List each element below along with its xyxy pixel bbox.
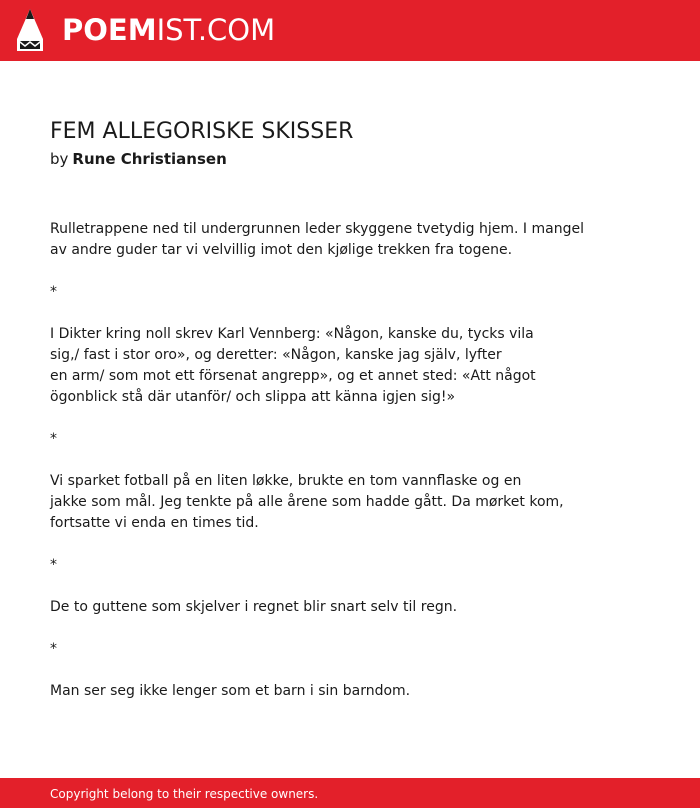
poem-line: ögonblick stå där utanför/ och slippa att känna igjen sig!» [50, 389, 456, 405]
stanza [50, 471, 610, 534]
stanza [50, 597, 610, 618]
site-footer [0, 778, 700, 808]
stanza-separator [50, 282, 610, 303]
poem-line: sig,/ fast i stor oro», og deretter: «Någon, kanske jag själv, lyfter [50, 347, 502, 363]
brand-light: IST.COM [156, 13, 276, 47]
poem-line: Vi sparket fotball på en liten løkke, brukte en tom vannflaske og en [50, 473, 522, 489]
stanza-separator [50, 555, 610, 576]
by-label: by [50, 150, 69, 168]
poem-line: av andre guder tar vi velvillig imot den kjølige trekken fra togene. [50, 242, 513, 258]
author-link[interactable]: Rune Christiansen [72, 150, 227, 168]
poem-title: FEM ALLEGORISKE SKISSER [50, 119, 354, 144]
site-header [0, 0, 700, 61]
poem-line: jakke som mål. Jeg tenkte på alle årene som hadde gått. Da mørket kom, [50, 494, 564, 510]
byline [50, 149, 227, 169]
stanza-separator [50, 639, 610, 660]
poem-line: Rulletrappene ned til undergrunnen leder skyggene tvetydig hjem. I mangel [50, 221, 584, 237]
stanza [50, 324, 610, 408]
poem-line: fortsatte vi enda en times tid. [50, 515, 259, 531]
poem-line: Man ser seg ikke lenger som et barn i sin barndom. [50, 683, 411, 699]
poem-line: I Dikter kring noll skrev Karl Vennberg: «Någon, kanske du, tycks vila [50, 326, 534, 342]
site-logo[interactable] [62, 13, 275, 47]
poem-line: en arm/ som mot ett försenat angrepp», og et annet sted: «Att något [50, 368, 536, 384]
poem-line: * [50, 284, 57, 300]
brand-bold: POEM [62, 13, 157, 47]
poem-body [50, 219, 610, 723]
stanza [50, 681, 610, 702]
copyright-text: Copyright belong to their respective owners. [50, 787, 319, 801]
poem-line: * [50, 641, 57, 657]
poem-line: De to guttene som skjelver i regnet blir snart selv til regn. [50, 599, 458, 615]
stanza [50, 219, 610, 261]
poem-line: * [50, 557, 57, 573]
stanza-separator [50, 429, 610, 450]
pencil-icon[interactable] [17, 9, 43, 51]
poem-line: * [50, 431, 57, 447]
